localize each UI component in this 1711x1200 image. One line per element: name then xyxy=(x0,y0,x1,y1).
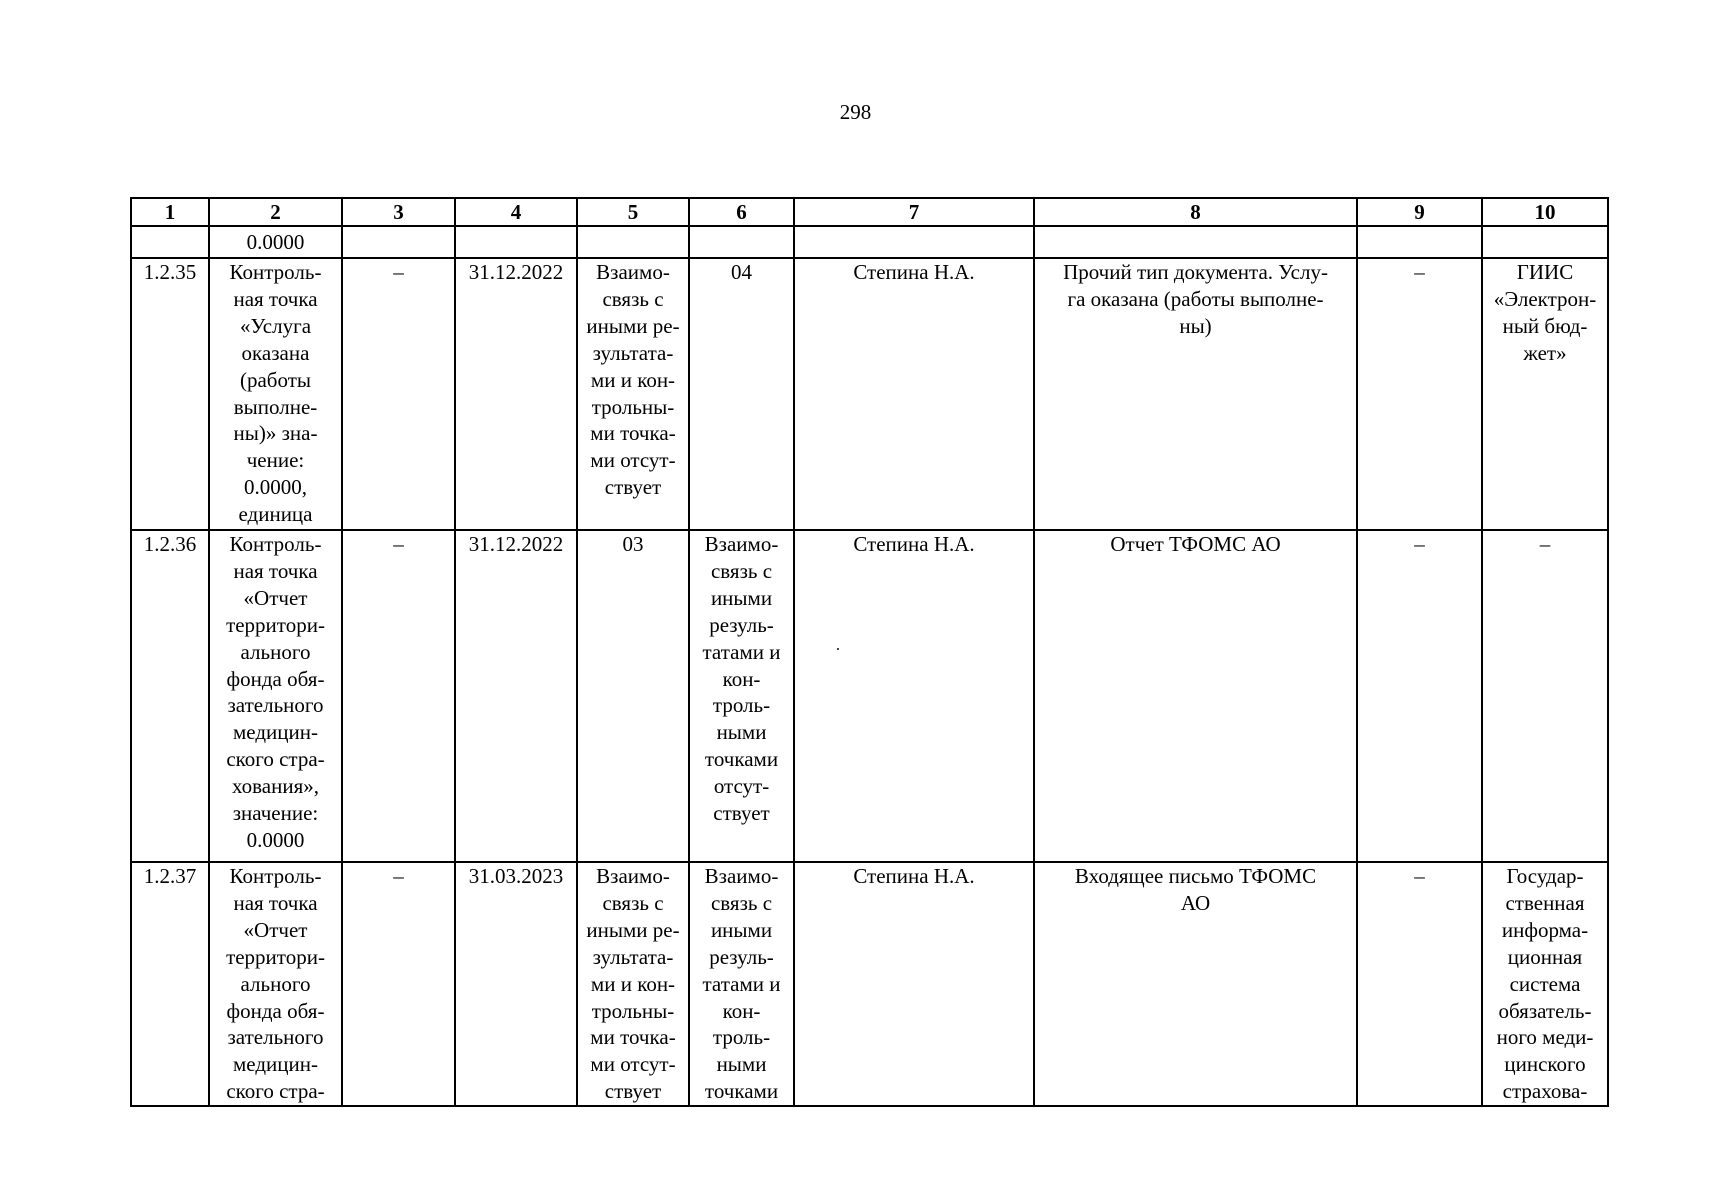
column-header: 9 xyxy=(1357,198,1482,226)
column-header: 2 xyxy=(209,198,342,226)
table-cell xyxy=(794,226,1034,258)
table-cell: – xyxy=(342,258,455,530)
table-cell: 31.12.2022 xyxy=(455,258,577,530)
table-cell: – xyxy=(1482,530,1608,862)
table-cell xyxy=(1357,226,1482,258)
table-cell: – xyxy=(1357,258,1482,530)
table-cell xyxy=(1482,226,1608,258)
document-table xyxy=(130,197,1609,1107)
table-cell: Контроль- ная точка «Услуга оказана (работы выполне- ны)» зна- чение: 0.0000, единица xyxy=(209,258,342,530)
column-header: 8 xyxy=(1034,198,1357,226)
row-number: 1.2.35 xyxy=(131,258,209,530)
table-cell: Входящее письмо ТФОМС АО xyxy=(1034,862,1357,1106)
table-cell: – xyxy=(1357,530,1482,862)
table-cell: – xyxy=(1357,862,1482,1106)
scan-speck xyxy=(837,648,839,650)
table-row xyxy=(131,862,1608,1106)
table-cell: Государ- ственная информа- ционная система обязатель- ного меди- цинского страхова- xyxy=(1482,862,1608,1106)
row-number: 1.2.37 xyxy=(131,862,209,1106)
table-cell xyxy=(455,226,577,258)
table-cell: – xyxy=(342,862,455,1106)
column-header: 5 xyxy=(577,198,689,226)
table-cell: – xyxy=(342,530,455,862)
column-header: 10 xyxy=(1482,198,1608,226)
table-cell: Прочий тип документа. Услу- га оказана (работы выполне- ны) xyxy=(1034,258,1357,530)
row-number: 1.2.36 xyxy=(131,530,209,862)
table-row xyxy=(131,258,1608,530)
carry-over-row xyxy=(131,226,1608,258)
table-cell: Взаимо- связь с иными ре- зультата- ми и кон- трольны- ми точка- ми отсут- ствует xyxy=(577,258,689,530)
table-cell: ГИИС «Электрон- ный бюд- жет» xyxy=(1482,258,1608,530)
table-row xyxy=(131,530,1608,862)
table-cell xyxy=(131,226,209,258)
table-cell: 03 xyxy=(577,530,689,862)
table-header-row xyxy=(131,198,1608,226)
table-cell: Степина Н.А. xyxy=(794,862,1034,1106)
table-cell xyxy=(342,226,455,258)
table-cell: 31.03.2023 xyxy=(455,862,577,1106)
table-cell: Степина Н.А. xyxy=(794,258,1034,530)
table-cell: Контроль- ная точка «Отчет территори- ального фонда обя- зательного медицин- ского стра- xyxy=(209,862,342,1106)
table-cell: Отчет ТФОМС АО xyxy=(1034,530,1357,862)
table-cell: Взаимо- связь с иными резуль- татами и кон- троль- ными точками xyxy=(689,862,794,1106)
table-cell xyxy=(1034,226,1357,258)
table-cell: Степина Н.А. xyxy=(794,530,1034,862)
column-header: 3 xyxy=(342,198,455,226)
column-header: 6 xyxy=(689,198,794,226)
table-cell xyxy=(689,226,794,258)
table-cell: 31.12.2022 xyxy=(455,530,577,862)
column-header: 7 xyxy=(794,198,1034,226)
table-cell: 0.0000 xyxy=(209,226,342,258)
column-header: 1 xyxy=(131,198,209,226)
table-cell: Взаимо- связь с иными ре- зультата- ми и кон- трольны- ми точка- ми отсут- ствует xyxy=(577,862,689,1106)
column-header: 4 xyxy=(455,198,577,226)
table-cell xyxy=(577,226,689,258)
table-cell: Взаимо- связь с иными резуль- татами и кон- троль- ными точками отсут- ствует xyxy=(689,530,794,862)
table-cell: 04 xyxy=(689,258,794,530)
page-number: 298 xyxy=(839,100,872,124)
table-cell: Контроль- ная точка «Отчет территори- ального фонда обя- зательного медицин- ского стра- хования», значение: 0.0000 xyxy=(209,530,342,862)
